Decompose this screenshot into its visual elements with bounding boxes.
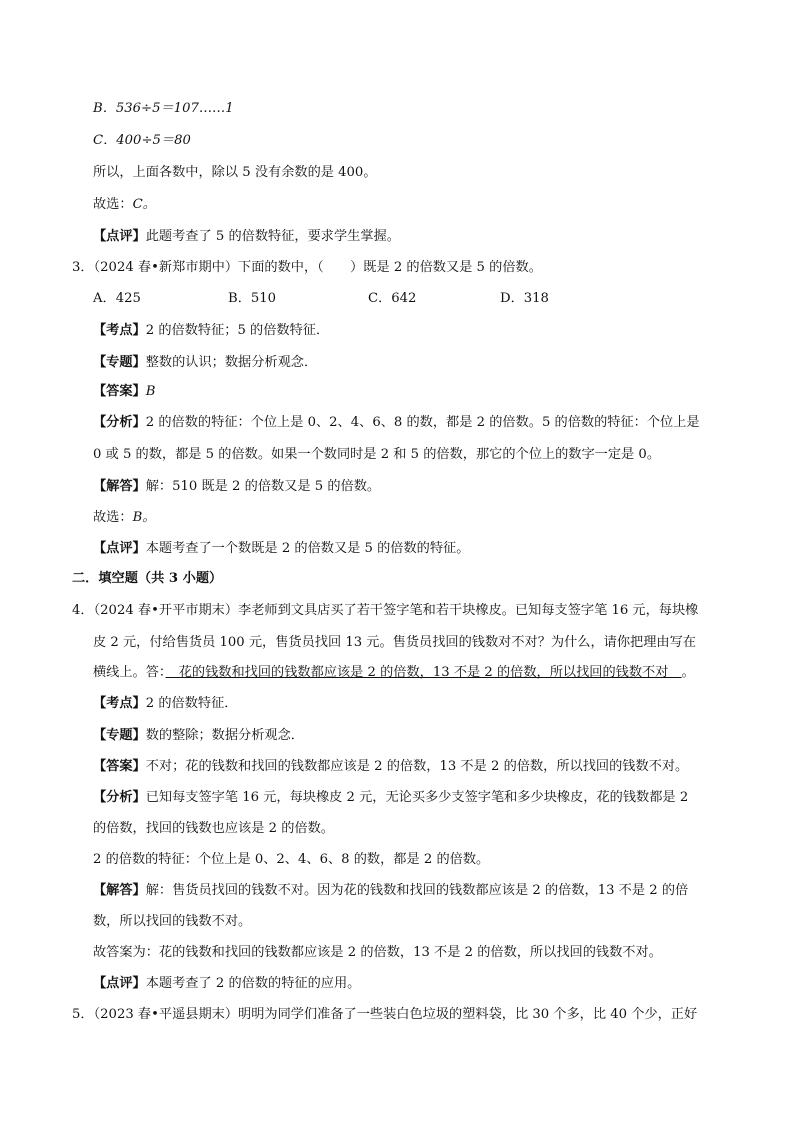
q3-kaodian-tag: 【考点】	[93, 323, 146, 338]
choose-line	[93, 196, 156, 214]
section-heading: 二．填空题（共 3 小题）	[72, 571, 223, 586]
q4-jieda-line-2: 数，所以找回的钱数不对。	[93, 914, 252, 929]
q3-zhuanti-tag: 【专题】	[93, 355, 146, 370]
q3-fenxi-tag: 【分析】	[93, 415, 146, 430]
q4-final-answer: 故答案为：花的钱数和找回的钱数都应该是 2 的倍数，13 不是 2 的倍数，所以找回的钱数不对。	[93, 945, 662, 960]
q4-daan	[93, 758, 688, 776]
q4-answer-suffix: 。	[681, 665, 695, 680]
q4-stem-3	[93, 664, 695, 682]
q4-kaodian-text: 2 的倍数特征．	[145, 696, 238, 711]
q3-option-c: C．642	[368, 291, 417, 306]
q3-stem: 3．（2024 春•新郑市期中）下面的数中，（ ）既是 2 的倍数又是 5 的倍数。	[72, 260, 542, 275]
q4-stem-1: 4．（2024 春•开平市期末）李老师到文具店买了若干签字笔和若干块橡皮。已知每支签字笔 16 元，每块橡	[72, 603, 699, 618]
q3-choose	[93, 509, 155, 527]
q4-answer-blank: 花的钱数和找回的钱数都应该是 2 的倍数，13 不是 2 的倍数，所以找回的钱数不对	[165, 665, 682, 680]
q3-fenxi	[93, 414, 700, 432]
q3-review-tag: 【点评】	[93, 541, 146, 556]
q3-kaodian	[93, 322, 329, 340]
q3-option-b: B．510	[228, 291, 277, 306]
q4-jieda-tag: 【解答】	[93, 883, 146, 898]
q4-fenxi-tag: 【分析】	[93, 790, 146, 805]
conclusion-line: 所以，上面各数中，除以 5 没有余数的是 400。	[93, 165, 377, 180]
q4-daan-tag: 【答案】	[93, 759, 146, 774]
q4-review	[93, 975, 360, 993]
q4-fenxi	[93, 789, 688, 807]
option-b-line: B．536÷5＝107……1	[93, 101, 234, 116]
q4-fenxi-text-1: 已知每支签字笔 16 元，每块橡皮 2 元，无论买多少支签字笔和多少块橡皮，花的钱数都是 2	[145, 790, 689, 805]
q3-jieda-tag: 【解答】	[93, 479, 146, 494]
q3-daan-tag: 【答案】	[93, 384, 146, 399]
q3-fenxi-text-1: 2 的倍数的特征：个位上是 0、2、4、6、8 的数，都是 2 的倍数。5 的倍数的特征：个位上是	[145, 415, 700, 430]
q3-jieda	[93, 478, 380, 496]
choose-letter: C。	[132, 197, 156, 212]
review-text: 此题考查了 5 的倍数特征，要求学生掌握。	[145, 229, 400, 244]
q3-option-a: A．425	[93, 291, 141, 306]
option-c-line: C．400÷5＝80	[93, 133, 191, 148]
q3-choose-label: 故选：	[93, 510, 133, 525]
q3-kaodian-text: 2 的倍数特征；5 的倍数特征．	[145, 323, 330, 338]
q4-answer-prefix: 横线上。答：	[93, 665, 166, 680]
q3-option-d: D．318	[500, 291, 549, 306]
q3-daan-text: B	[145, 384, 156, 399]
q4-zhuanti	[93, 727, 304, 745]
q4-daan-text: 不对；花的钱数和找回的钱数都应该是 2 的倍数，13 不是 2 的倍数，所以找回的钱数不对。	[145, 759, 689, 774]
q5-stem-1: 5．（2023 春•平遥县期末）明明为同学们准备了一些装白色垃圾的塑料袋，比 30 个多，比 40 个少，正好	[72, 1007, 698, 1022]
q4-fenxi-line-3: 2 的倍数的特征：个位上是 0、2、4、6、8 的数，都是 2 的倍数。	[93, 852, 490, 867]
q3-zhuanti-text: 整数的认识；数据分析观念．	[145, 355, 318, 370]
q4-zhuanti-tag: 【专题】	[93, 728, 146, 743]
q3-zhuanti	[93, 354, 317, 372]
choose-label: 故选：	[93, 197, 133, 212]
q3-fenxi-line-2: 0 或 5 的数，都是 5 的倍数。如果一个数同时是 2 和 5 的倍数，那它的个位上的数字一定是 0。	[93, 447, 661, 462]
q3-daan	[93, 383, 155, 401]
q3-choose-letter: B。	[132, 510, 156, 525]
q3-jieda-text: 解：510 既是 2 的倍数又是 5 的倍数。	[145, 479, 381, 494]
q3-review-text: 本题考查了一个数既是 2 的倍数又是 5 的倍数的特征。	[145, 541, 470, 556]
q4-jieda-text-1: 解：售货员找回的钱数不对。因为花的钱数和找回的钱数都应该是 2 的倍数，13 不是 2 的倍	[145, 883, 689, 898]
q4-zhuanti-text: 数的整除；数据分析观念．	[145, 728, 304, 743]
review-line	[93, 228, 400, 246]
q4-review-text: 本题考查了 2 的倍数的特征的应用。	[145, 976, 361, 991]
q4-jieda	[93, 882, 688, 900]
q4-kaodian	[93, 695, 237, 713]
q4-kaodian-tag: 【考点】	[93, 696, 146, 711]
review-tag: 【点评】	[93, 229, 146, 244]
q4-stem-2: 皮 2 元，付给售货员 100 元，售货员找回 13 元。售货员找回的钱数对不对？为什么，请你把理由写在	[93, 635, 696, 650]
q3-review	[93, 540, 469, 558]
q4-review-tag: 【点评】	[93, 976, 146, 991]
q4-fenxi-line-2: 的倍数，找回的钱数也应该是 2 的倍数。	[93, 821, 334, 836]
